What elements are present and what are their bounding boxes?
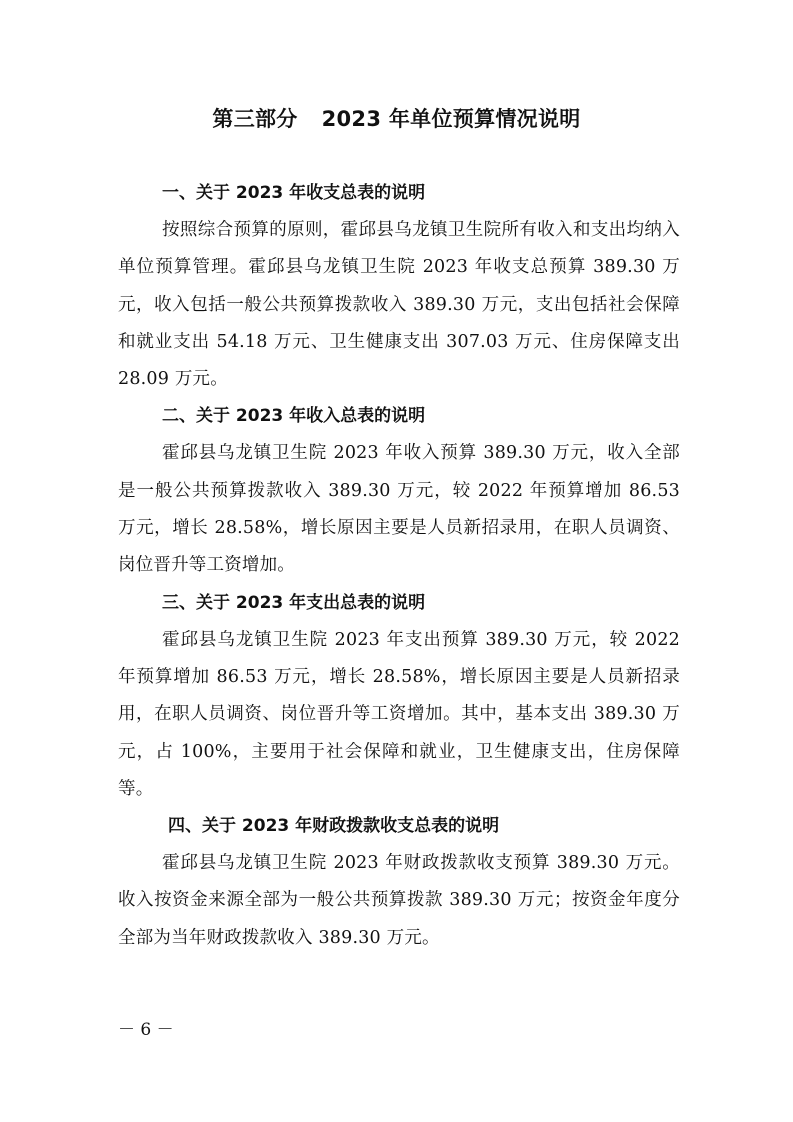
section-1-paragraph: 按照综合预算的原则，霍邱县乌龙镇卫生院所有收入和支出均纳入单位预算管理。霍邱县乌龙镇卫生院 2023 年收支总预算 389.30 万元，收入包括一般公共预算拨款收入 389.30 万元，支出包括社会保障和就业支出 54.18 万元、卫生健康支出 307.03 万元、住房保障支出 28.09 万元。 (118, 220, 680, 390)
page-title-part: 第三部分 (212, 107, 298, 131)
section-2-heading: 二、关于 2023 年收入总表的说明 (162, 406, 426, 427)
section-4-heading: 四、关于 2023 年财政拨款收支总表的说明 (168, 816, 500, 837)
section-4-paragraph: 霍邱县乌龙镇卫生院 2023 年财政拨款收支预算 389.30 万元。收入按资金来源全部为一般公共预算拨款 389.30 万元；按资金年度分全部为当年财政拨款收入 389.30 万元。 (118, 853, 680, 948)
page-number: － 6 － (118, 1020, 174, 1040)
page-title (0, 104, 793, 134)
page-title-text: 2023 年单位预算情况说明 (321, 107, 581, 131)
section-1-heading: 一、关于 2023 年收支总表的说明 (162, 183, 426, 203)
section-2-paragraph: 霍邱县乌龙镇卫生院 2023 年收入预算 389.30 万元，收入全部是一般公共预算拨款收入 389.30 万元，较 2022 年预算增加 86.53 万元，增长 28.58%，增长原因主要是人员新招录用，在职人员调资、岗位晋升等工资增加。 (118, 443, 680, 576)
section-3-paragraph: 霍邱县乌龙镇卫生院 2023 年支出预算 389.30 万元，较 2022 年预算增加 86.53 万元，增长 28.58%，增长原因主要是人员新招录用，在职人员调资、岗位晋升等工资增加。其中，基本支出 389.30 万元，占 100%，主要用于社会保障和就业，卫生健康支出，住房保障等。 (118, 629, 680, 799)
section-3-heading: 三、关于 2023 年支出总表的说明 (162, 592, 426, 613)
document-body (118, 175, 680, 957)
